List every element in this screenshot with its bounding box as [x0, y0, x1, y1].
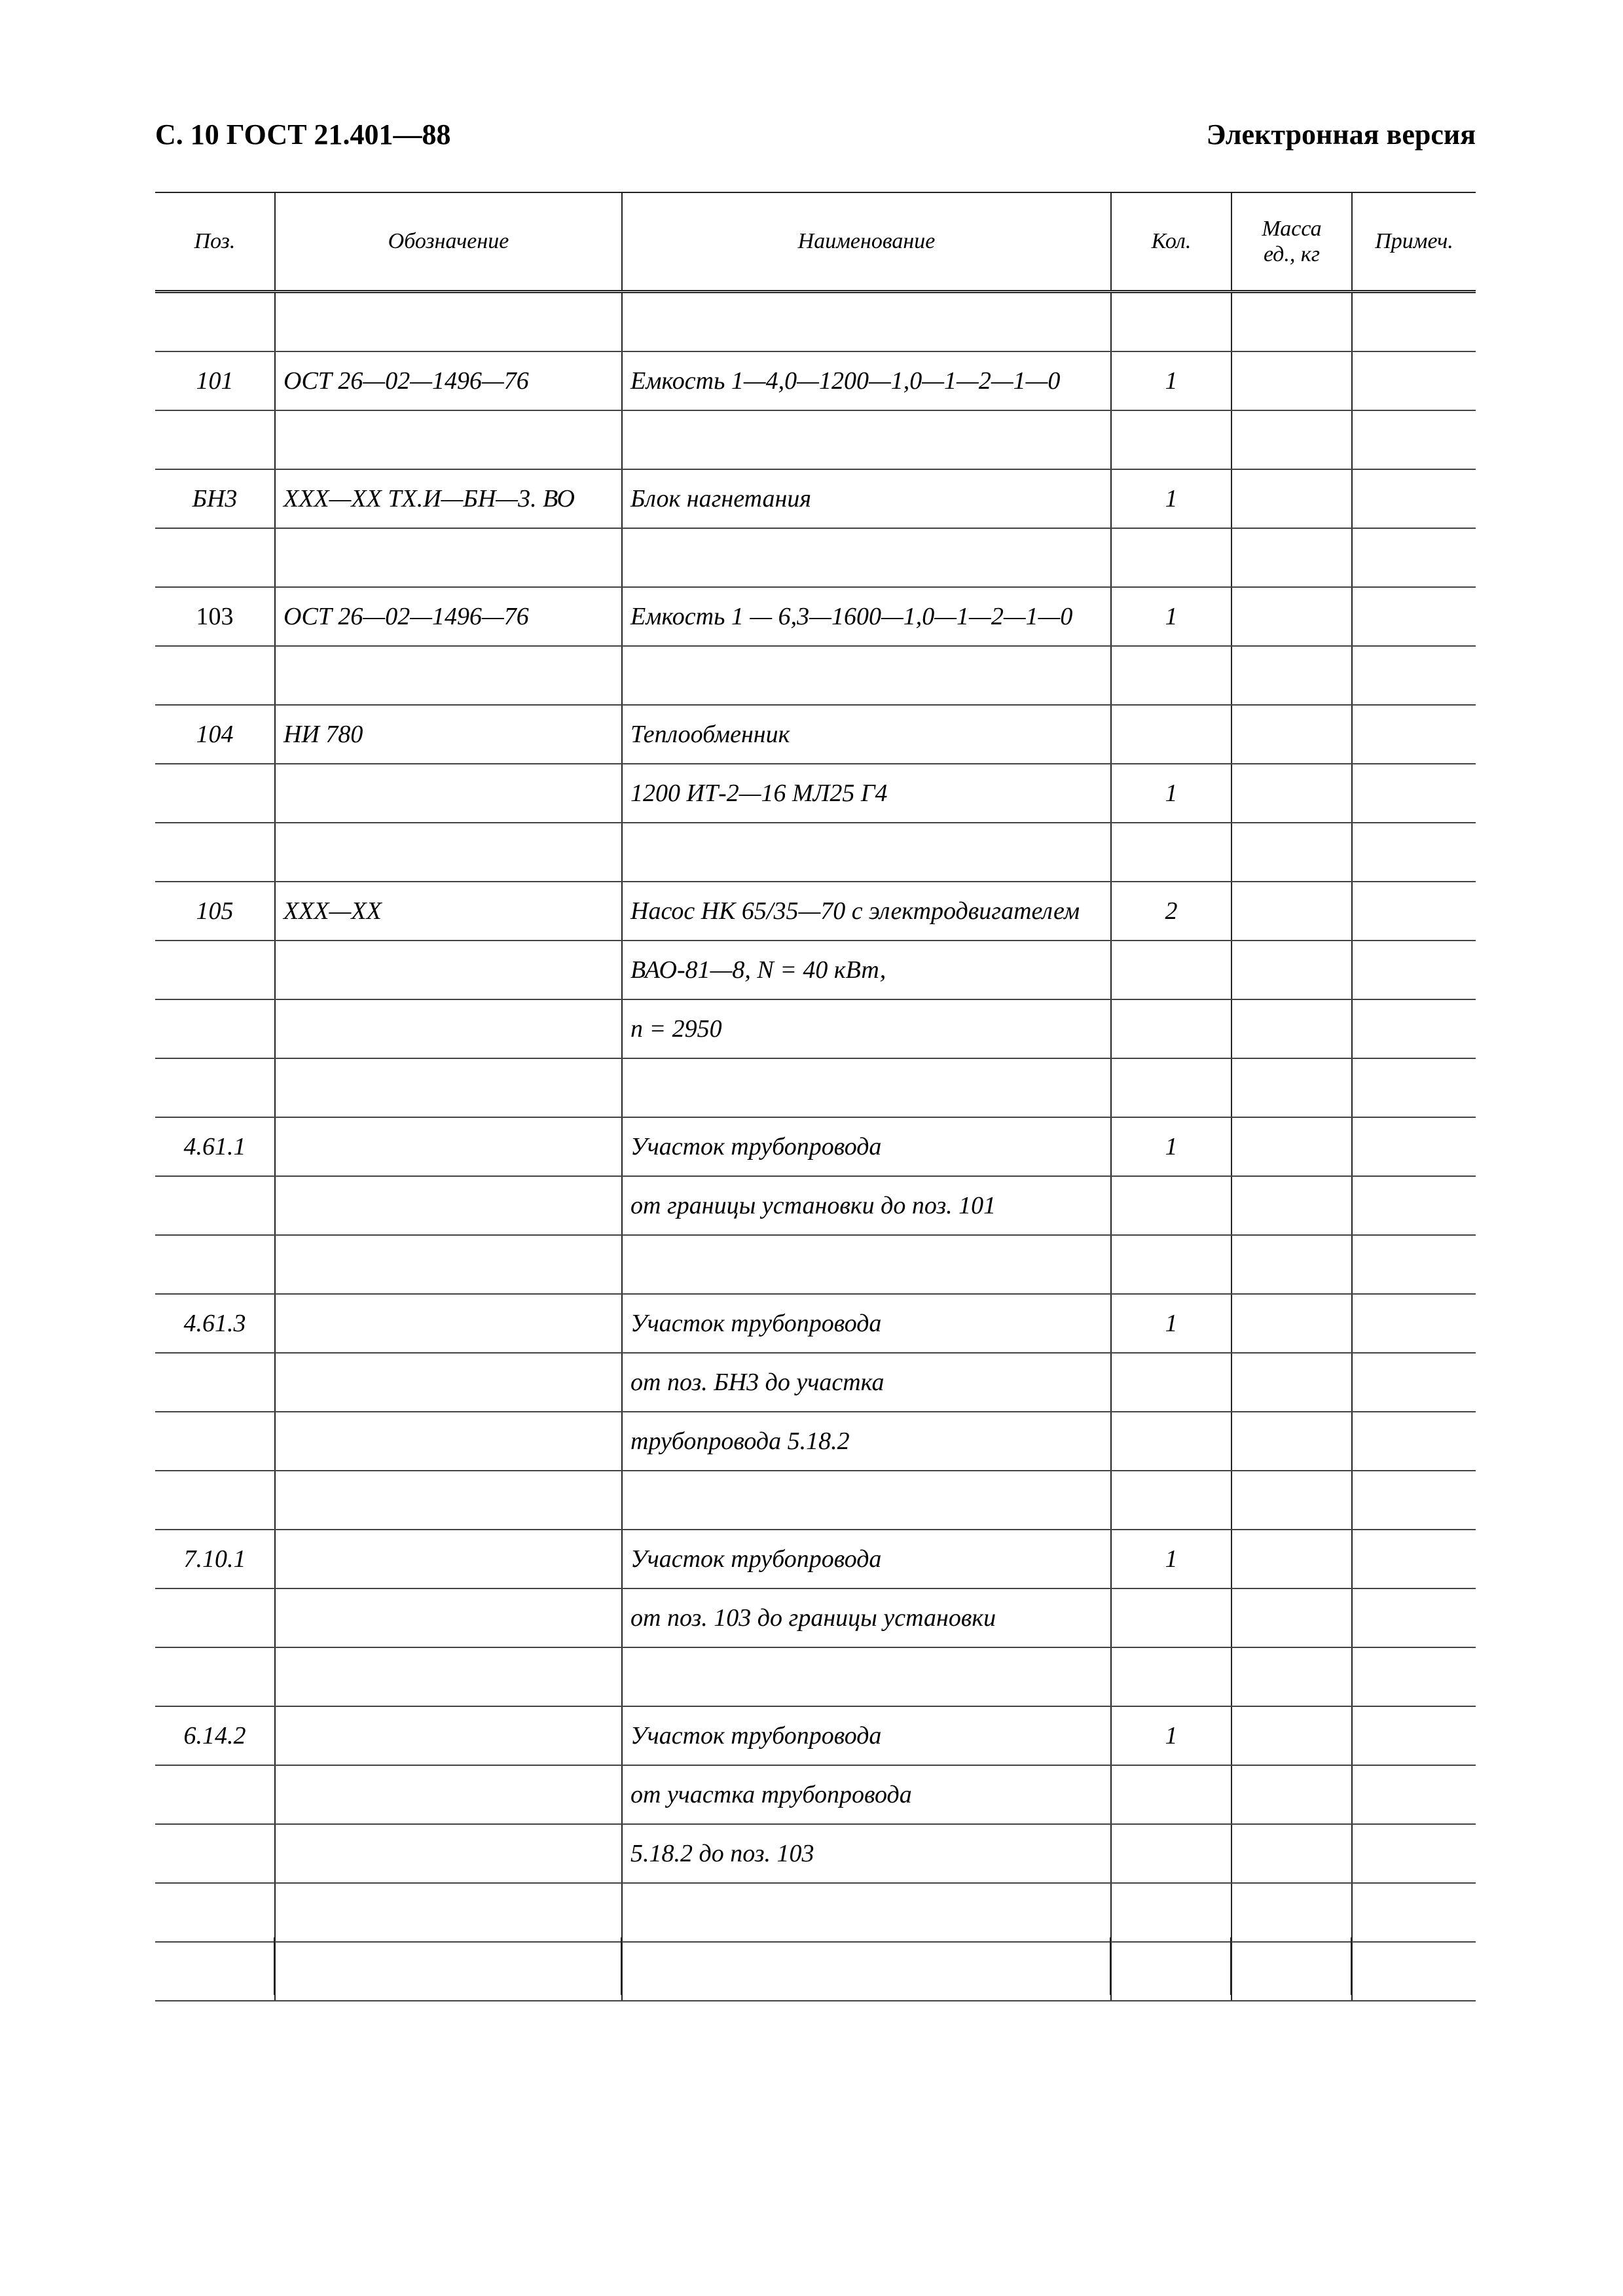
cell-qty	[1111, 999, 1231, 1058]
cell-note	[1352, 1294, 1476, 1353]
table-row	[155, 1353, 1476, 1412]
table-row	[155, 1471, 1476, 1530]
cell-mass	[1231, 1824, 1352, 1883]
table-row	[155, 1176, 1476, 1235]
cell-mass	[1231, 1176, 1352, 1235]
cell-designation: ОСТ 26—02—1496—76	[275, 587, 622, 646]
table-row	[155, 351, 1476, 410]
cell-pos	[155, 1588, 275, 1647]
cell-mass	[1231, 292, 1352, 352]
cell-designation	[275, 764, 622, 823]
cell-name: Теплообменник	[622, 705, 1111, 764]
col-header-pos: Поз.	[155, 192, 275, 292]
cell-designation	[275, 823, 622, 882]
cell-qty	[1111, 1647, 1231, 1706]
cell-designation	[275, 1706, 622, 1765]
cell-name	[622, 292, 1111, 352]
cell-designation	[275, 1412, 622, 1471]
cell-name: Емкость 1—4,0—1200—1,0—1—2—1—0	[622, 351, 1111, 410]
cell-mass	[1231, 764, 1352, 823]
cell-pos: 103	[155, 587, 275, 646]
cell-qty: 1	[1111, 1294, 1231, 1353]
col-header-designation: Обозначение	[275, 192, 622, 292]
cell-designation: ОСТ 26—02—1496—76	[275, 351, 622, 410]
cell-designation	[275, 1530, 622, 1588]
cell-name	[622, 410, 1111, 469]
cell-mass	[1231, 941, 1352, 999]
cell-pos	[155, 941, 275, 999]
cell-pos: 101	[155, 351, 275, 410]
cell-pos: 7.10.1	[155, 1530, 275, 1588]
cell-note	[1352, 1647, 1476, 1706]
cell-note	[1352, 1765, 1476, 1824]
cell-pos	[155, 764, 275, 823]
table-row	[155, 1530, 1476, 1588]
cell-name: Участок трубопровода	[622, 1706, 1111, 1765]
table-row	[155, 646, 1476, 705]
table-row	[155, 705, 1476, 764]
cell-designation	[275, 1824, 622, 1883]
cell-mass	[1231, 823, 1352, 882]
cell-qty	[1111, 705, 1231, 764]
cell-designation: XXX—XX	[275, 882, 622, 941]
cell-designation	[275, 1883, 622, 1942]
cell-note	[1352, 941, 1476, 999]
cell-pos	[155, 1353, 275, 1412]
cell-mass	[1231, 1706, 1352, 1765]
table-row	[155, 1883, 1476, 1942]
cell-qty	[1111, 646, 1231, 705]
cell-pos	[155, 1883, 275, 1942]
cell-qty	[1111, 1412, 1231, 1471]
cell-name	[622, 646, 1111, 705]
cell-qty: 1	[1111, 764, 1231, 823]
cell-designation	[275, 941, 622, 999]
cell-qty: 1	[1111, 587, 1231, 646]
cell-qty	[1111, 1058, 1231, 1117]
cell-name	[622, 1471, 1111, 1530]
cell-note	[1352, 1530, 1476, 1588]
cell-designation	[275, 999, 622, 1058]
table-row	[155, 292, 1476, 352]
cell-pos	[155, 999, 275, 1058]
cell-qty	[1111, 1588, 1231, 1647]
cell-qty: 1	[1111, 1117, 1231, 1176]
cell-qty	[1111, 1235, 1231, 1294]
table-row	[155, 587, 1476, 646]
cell-mass	[1231, 882, 1352, 941]
cell-pos	[155, 823, 275, 882]
cell-qty	[1111, 1824, 1231, 1883]
cell-mass	[1231, 999, 1352, 1058]
cell-designation	[275, 1765, 622, 1824]
cell-name: от границы установки до поз. 101	[622, 1176, 1111, 1235]
cell-mass	[1231, 705, 1352, 764]
cell-mass	[1231, 1765, 1352, 1824]
cell-note	[1352, 528, 1476, 587]
cell-designation	[275, 1294, 622, 1353]
cell-mass	[1231, 1412, 1352, 1471]
cell-note	[1352, 469, 1476, 528]
cell-note	[1352, 1588, 1476, 1647]
cell-note	[1352, 410, 1476, 469]
cell-pos	[155, 1412, 275, 1471]
cell-note	[1352, 1117, 1476, 1176]
cell-name	[622, 1647, 1111, 1706]
cell-qty	[1111, 823, 1231, 882]
cell-pos: 4.61.1	[155, 1117, 275, 1176]
table-row	[155, 1294, 1476, 1353]
cell-designation	[275, 410, 622, 469]
cell-qty: 1	[1111, 469, 1231, 528]
cell-note	[1352, 1824, 1476, 1883]
cell-name: Участок трубопровода	[622, 1530, 1111, 1588]
cell-note	[1352, 999, 1476, 1058]
tail-line	[274, 1937, 275, 1995]
cell-pos: 6.14.2	[155, 1706, 275, 1765]
cell-mass	[1231, 1294, 1352, 1353]
table-header-row	[155, 192, 1476, 292]
cell-qty	[1111, 292, 1231, 352]
cell-pos	[155, 1471, 275, 1530]
cell-mass	[1231, 469, 1352, 528]
cell-mass	[1231, 1353, 1352, 1412]
cell-qty	[1111, 528, 1231, 587]
table-row	[155, 469, 1476, 528]
cell-note	[1352, 1883, 1476, 1942]
cell-name	[622, 1883, 1111, 1942]
table-row	[155, 823, 1476, 882]
col-header-mass-line2: ед., кг	[1263, 242, 1321, 266]
cell-mass	[1231, 1588, 1352, 1647]
cell-mass	[1231, 1647, 1352, 1706]
cell-designation	[275, 1647, 622, 1706]
tail-line	[621, 1937, 622, 1995]
tail-line	[1110, 1937, 1111, 1995]
cell-name	[622, 528, 1111, 587]
cell-pos	[155, 1647, 275, 1706]
cell-name	[622, 1235, 1111, 1294]
cell-pos	[155, 1765, 275, 1824]
cell-note	[1352, 1353, 1476, 1412]
specification-table	[155, 192, 1476, 2001]
cell-designation	[275, 292, 622, 352]
cell-designation	[275, 1235, 622, 1294]
cell-note	[1352, 1706, 1476, 1765]
cell-pos	[155, 1824, 275, 1883]
cell-pos: 4.61.3	[155, 1294, 275, 1353]
cell-pos: 104	[155, 705, 275, 764]
cell-qty	[1111, 410, 1231, 469]
col-header-note: Примеч.	[1352, 192, 1476, 292]
cell-mass	[1231, 587, 1352, 646]
table-row	[155, 528, 1476, 587]
cell-note	[1352, 587, 1476, 646]
table-row	[155, 1765, 1476, 1824]
table-tail-lines	[155, 1937, 1476, 1995]
table-row	[155, 941, 1476, 999]
cell-note	[1352, 1412, 1476, 1471]
cell-qty: 1	[1111, 1530, 1231, 1588]
table-row	[155, 1412, 1476, 1471]
cell-designation: НИ 780	[275, 705, 622, 764]
table-row	[155, 1588, 1476, 1647]
cell-note	[1352, 823, 1476, 882]
cell-qty	[1111, 1176, 1231, 1235]
cell-pos	[155, 410, 275, 469]
cell-pos	[155, 1235, 275, 1294]
cell-name: от поз. БН3 до участка	[622, 1353, 1111, 1412]
cell-qty: 2	[1111, 882, 1231, 941]
cell-pos	[155, 292, 275, 352]
table-row	[155, 764, 1476, 823]
cell-qty	[1111, 1353, 1231, 1412]
cell-name: Емкость 1 — 6,3—1600—1,0—1—2—1—0	[622, 587, 1111, 646]
table-row	[155, 1117, 1476, 1176]
cell-designation	[275, 528, 622, 587]
cell-mass	[1231, 351, 1352, 410]
cell-designation	[275, 1353, 622, 1412]
cell-mass	[1231, 1471, 1352, 1530]
cell-note	[1352, 351, 1476, 410]
cell-qty	[1111, 1471, 1231, 1530]
col-header-mass-line1: Масса	[1262, 216, 1322, 241]
tail-line	[1230, 1937, 1231, 1995]
cell-designation	[275, 1058, 622, 1117]
tail-line	[1351, 1937, 1352, 1995]
cell-name: Блок нагнетания	[622, 469, 1111, 528]
cell-note	[1352, 292, 1476, 352]
cell-name: от поз. 103 до границы установки	[622, 1588, 1111, 1647]
page-header-right: Электронная версия	[1206, 118, 1476, 151]
cell-note	[1352, 705, 1476, 764]
cell-name: Участок трубопровода	[622, 1117, 1111, 1176]
cell-qty: 1	[1111, 351, 1231, 410]
cell-pos: 105	[155, 882, 275, 941]
cell-pos	[155, 1176, 275, 1235]
page-header-left: С. 10 ГОСТ 21.401—88	[155, 118, 451, 151]
table-body	[155, 292, 1476, 2001]
cell-note	[1352, 1176, 1476, 1235]
cell-qty	[1111, 941, 1231, 999]
cell-mass	[1231, 1530, 1352, 1588]
table-row	[155, 999, 1476, 1058]
cell-mass	[1231, 1235, 1352, 1294]
table-row	[155, 410, 1476, 469]
cell-note	[1352, 764, 1476, 823]
cell-mass	[1231, 528, 1352, 587]
cell-note	[1352, 882, 1476, 941]
cell-qty	[1111, 1883, 1231, 1942]
cell-note	[1352, 1471, 1476, 1530]
cell-name: 5.18.2 до поз. 103	[622, 1824, 1111, 1883]
col-header-mass	[1231, 192, 1352, 292]
cell-note	[1352, 1058, 1476, 1117]
cell-mass	[1231, 646, 1352, 705]
cell-mass	[1231, 1117, 1352, 1176]
col-header-qty: Кол.	[1111, 192, 1231, 292]
cell-designation	[275, 1176, 622, 1235]
table-row	[155, 1058, 1476, 1117]
table-row	[155, 882, 1476, 941]
cell-qty	[1111, 1765, 1231, 1824]
cell-pos	[155, 646, 275, 705]
cell-name: n = 2950	[622, 999, 1111, 1058]
cell-pos	[155, 528, 275, 587]
cell-name	[622, 1058, 1111, 1117]
table-row	[155, 1647, 1476, 1706]
cell-name: Участок трубопровода	[622, 1294, 1111, 1353]
cell-designation	[275, 1471, 622, 1530]
cell-mass	[1231, 1883, 1352, 1942]
table-row	[155, 1824, 1476, 1883]
cell-designation: XXX—XX ТХ.И—БН—3. ВО	[275, 469, 622, 528]
cell-name	[622, 823, 1111, 882]
cell-pos: БН3	[155, 469, 275, 528]
cell-name: трубопровода 5.18.2	[622, 1412, 1111, 1471]
cell-name: ВАО-81—8, N = 40 кВт,	[622, 941, 1111, 999]
cell-note	[1352, 646, 1476, 705]
cell-note	[1352, 1235, 1476, 1294]
cell-name: 1200 ИТ-2—16 МЛ25 Г4	[622, 764, 1111, 823]
cell-designation	[275, 646, 622, 705]
cell-qty: 1	[1111, 1706, 1231, 1765]
col-header-name: Наименование	[622, 192, 1111, 292]
cell-name: Насос НК 65/35—70 с электродвигателем	[622, 882, 1111, 941]
cell-pos	[155, 1058, 275, 1117]
cell-mass	[1231, 410, 1352, 469]
cell-mass	[1231, 1058, 1352, 1117]
cell-designation	[275, 1588, 622, 1647]
table-row	[155, 1235, 1476, 1294]
cell-designation	[275, 1117, 622, 1176]
table-row	[155, 1706, 1476, 1765]
cell-name: от участка трубопровода	[622, 1765, 1111, 1824]
